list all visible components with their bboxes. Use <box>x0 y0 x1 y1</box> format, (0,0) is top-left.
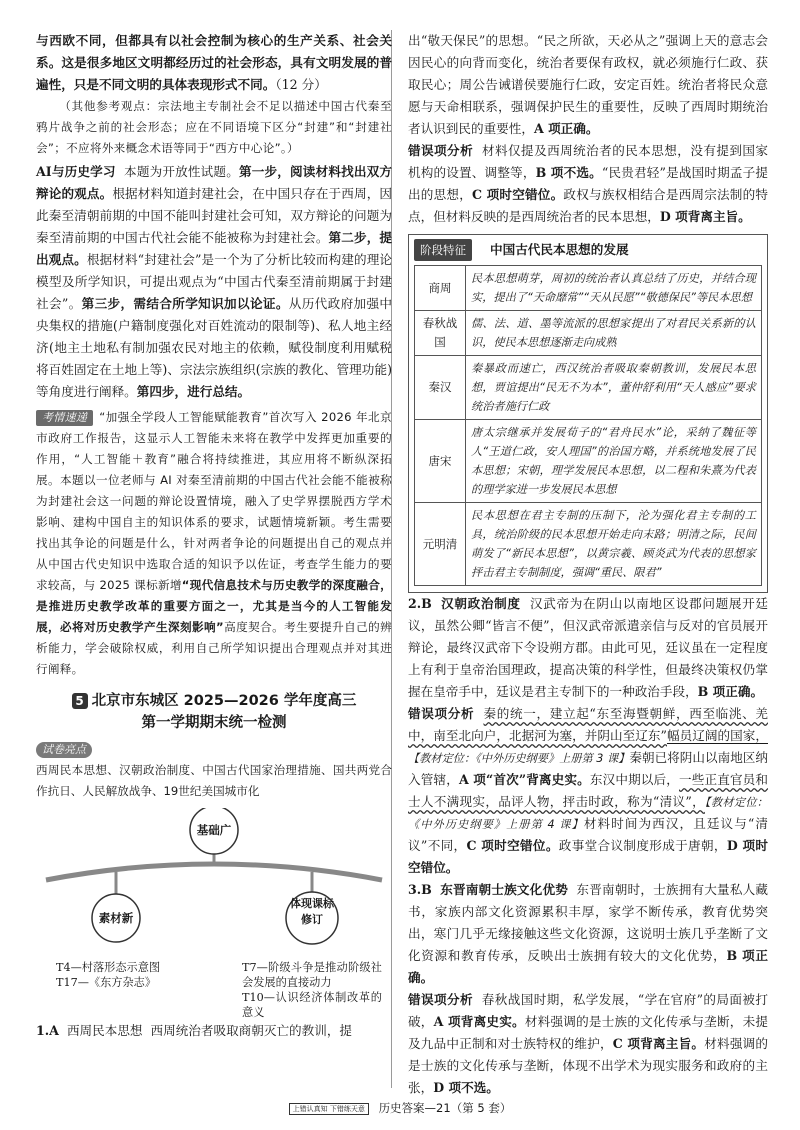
ai-label: AI与历史学习 <box>36 164 116 179</box>
ai-paragraph: AI与历史学习 本题为开放性试题。第一步，阅读材料找出双方辩论的观点。根据材料知道封建社会，在中国只存在于西周，因此秦至清朝前期的中国不能叫封建社会可知，双方辩论的问题为秦至清前期的中国古代社会能不能被称为封建社会。第二步，提出观点。根据材料“封建社会”是一个为了分析比较而构建的理论模型及所学知识，可提出观点为“中国古代秦至清前期属于封建社会”。第三步，需结合所学知识加以论证。从历代政府加强中央集权的措施(户籍制度强化对百姓流动的限制等)、私人地主经济(地主土地私有制加强农民对地主的依赖，赋役制度利用赋税将百姓固定在土地上等)、宗法宗族组织(宗族的教化、管理功能)等角度进行阐释。第四步，进行总结。 <box>36 164 393 399</box>
mindmap <box>36 808 392 958</box>
stage-tag: 阶段特征 <box>414 239 472 261</box>
section-number: 5 <box>72 693 88 709</box>
table-row: 秦汉 秦暴政而速亡，西汉统治者吸取秦朝教训，发展民本思想，贾谊提出“民无不为本”，董仲舒利用“天人感应”要求统治者施行仁政 <box>415 356 762 420</box>
left-column <box>36 30 392 1042</box>
q3-error-analysis: 错误项分析 春秋战国时期，私学发展，“学在官府”的局面被打破，A 项背离史实。材料强调的是士族的文化传承与垄断，未提及九品中正制和对士族特权的维护，C 项背离主旨。材料强调的是士族的文化传承与垄断，体现不出学术为现实服务和政府的主张，D 项不选。 <box>408 992 769 1095</box>
stage-table <box>414 265 762 586</box>
highlights-tag: 试卷亮点 <box>36 742 92 758</box>
table-row: 商周 民本思想萌芽，周初的统治者认真总结了历史，并结合现实，提出了“天命靡常”“天从民愿”“敬德保民”等民本思想 <box>415 266 762 311</box>
footer-logo: 上错认真知 下错练天意 <box>289 1103 369 1115</box>
table-row: 元明清 民本思想在君主专制的压制下，沦为强化君主专制的工具，统治阶级的民本思想开始走向末路；明清之际，民间萌发了“新民本思想”，以黄宗羲、顾炎武为代表的思想家抨击君主专制制度，强调“重民、限君” <box>415 503 762 586</box>
q1-answer: 1.A <box>36 1023 59 1038</box>
q1-topic: 西周民本思想 <box>66 1023 143 1038</box>
stage-header <box>414 239 762 261</box>
stage-title: 中国古代民本思想的发展 <box>490 242 629 257</box>
stage-feature-box <box>408 234 768 593</box>
q1-start: 1.A 西周民本思想 西周统治者吸取商朝灭亡的教训，提 <box>36 1023 353 1038</box>
step-4: 第四步，进行总结。 <box>136 384 251 399</box>
mindmap-center: 基础广 <box>196 823 232 837</box>
mindmap-left: 素材新 <box>98 911 134 925</box>
q3-answer: 3.B 东晋南朝士族文化优势 东晋南朝时，士族拥有大量私人藏书，家族内部文化资源累积丰厚，家学不断传承，教育优势突出，寒门几乎无缘接触这些文化资源，这说明士族几乎垄断了文化资源和教育传承，反映出士族拥有较大的文化优势，B 项正确。 <box>408 882 769 985</box>
mindmap-right: 体现课标修订 <box>290 897 334 926</box>
step-2: 第二步，提出观点。 <box>36 230 392 267</box>
score: （12 分） <box>275 77 327 92</box>
intro-paragraph <box>36 30 392 96</box>
mindmap-notes <box>36 958 392 1020</box>
footer-page-label: 历史答案—21（第 5 套） <box>378 1101 512 1115</box>
section-title: 5 北京市东城区 2025—2026 学年度高三 第一学期期末统一检测 <box>36 690 392 734</box>
trend-tag: 考情速递 <box>36 410 93 426</box>
q1-error-analysis: 错误项分析 材料仅提及西周统治者的民本思想，没有提到国家机构的设置、调整等，B 项不选。“民贵君轻”是战国时期孟子提出的思想，C 项时空错位。政权与族权相结合是西周宗法制的特点，但材料反映的是西周统治者的民本思想，D 项背离主旨。 <box>408 143 769 224</box>
right-column <box>408 30 768 1099</box>
q2-error-analysis: 错误项分析 秦的统一，建立起“东至海暨朝鲜，西至临洮、羌中，南至北向户，北据河为塞，并阴山至辽东”幅员辽阔的国家，【教材定位：《中外历史纲要》上册第 3 课】秦朝已将阴山以南地区纳入管辖，A 项“首次”背离史实。东汉中期以后，一些正直官员和士人不满现实，品评人物，抨击时政，称为“清议”，【教材定位：《中外历史纲要》上册第 4 课】材料时间为西汉，且廷议与“清议”不同，C 项时空错位。政事堂合议制度形成于唐朝，D 项时空错位。 <box>408 706 769 875</box>
step-3: 第三步，需结合所学知识加以论证。 <box>81 296 289 311</box>
step-1: 第一步，阅读材料找出双方辩论的观点。 <box>36 164 393 201</box>
q1-continued: 出“敬天保民”的思想。“民之所欲，天必从之”强调上天的意志会因民心的向背而变化，统治者要保有政权，就必须施行仁政、获取民心；周公告诫谱侯要施行仁政，安定百姓。统治者将民众意愿与天命相联系，强调保护民生的重要性，反映了西周时期统治者认识到民的重要性，A 项正确。 <box>408 33 768 136</box>
trend-bold: “现代信息技术与历史教学的深度融合，是推进历史教学改革的重要方面之一，尤其是当今的人工智能发展，必将对历史教学产生深刻影响” <box>36 578 392 634</box>
mindmap-right-items: T7—阶级斗争是推动阶级社会发展的直接动力 T10—认识经济体制改革的意义 <box>242 961 382 1019</box>
highlights-text: 西周民本思想、汉朝政治制度、中国古代国家治理措施、国共两党合作抗日、人民解放战争、19世纪美国城市化 <box>36 763 392 798</box>
other-views: （其他参考观点：宗法地主专制社会不足以描述中国古代秦至鸦片战争之前的社会形态；应在不同语境下区分“封建”和“封建社会”；不应将外来概念术语等同于“西方中心论”。） <box>36 99 392 155</box>
table-row: 春秋战国 儒、法、道、墨等流派的思想家提出了对君民关系新的认识，使民本思想逐渐走向成熟 <box>415 311 762 356</box>
page-footer <box>0 1100 800 1116</box>
q2-answer: 2.B 汉朝政治制度 汉武帝为在阴山以南地区设郡问题展开廷议，虽然公卿“皆言不便”，但汉武帝派遣亲信与反对的官员展开辩论，最终汉武帝下令设朔方郡。由此可见，廷议虽在一定程度上有利于皇帝治国理政，提高决策的科学性，但最终决策权仍掌握在皇帝手中，廷议是君主专制下的一种政治手段，B 项正确。 <box>408 596 769 699</box>
table-row: 唐宋 唐太宗继承并发展荀子的“君舟民水”论，采纳了魏征等人“王道仁政，安人理国”的治国方略，并系统地发展了民本思想；宋朝，理学发展民本思想，以二程和朱熹为代表的理学家进一步发展民本思想 <box>415 420 762 503</box>
intro-bold: 与西欧不同，但都具有以社会控制为核心的生产关系、社会关系。这是很多地区文明都经历过的社会形态，具有文明发展的普遍性，只是不同文明的具体表现形式不同。 <box>36 33 392 92</box>
mindmap-left-items: T4—村落形态示意图 T17—《东方杂志》 <box>56 961 161 989</box>
trend-paragraph: 考情速递 “加强全学段人工智能赋能教育”首次写入 2026 年北京市政府工作报告，这显示人工智能未来将在教学中发挥更加重要的作用，“人工智能＋教育”融合将持续推进，其应用将不断纵深拓展。本题以一位老师与 AI 对秦至清前期的中国古代社会能不能被称为封建社会这一问题的辩论设置情境，融入了史学界摆脱西方学术影响、建构中国自主的知识体系的要求，试题情境新颖。考生需要找出其争论的问题是什么，针对两者争论的问题提出自己的观点并从中国古代史知识中选取合适的知识予以佐证，考查学生能力的要求较高，与 2025 课标新增“现代信息技术与历史教学的深度融合，是推进历史教学改革的重要方面之一，尤其是当今的人工智能发展，必将对历史教学产生深刻影响”高度契合。考生要提升自己的辨析能力，学会破除权威，利用自己所学知识提出合理观点并对其进行阐释。 <box>36 410 393 676</box>
